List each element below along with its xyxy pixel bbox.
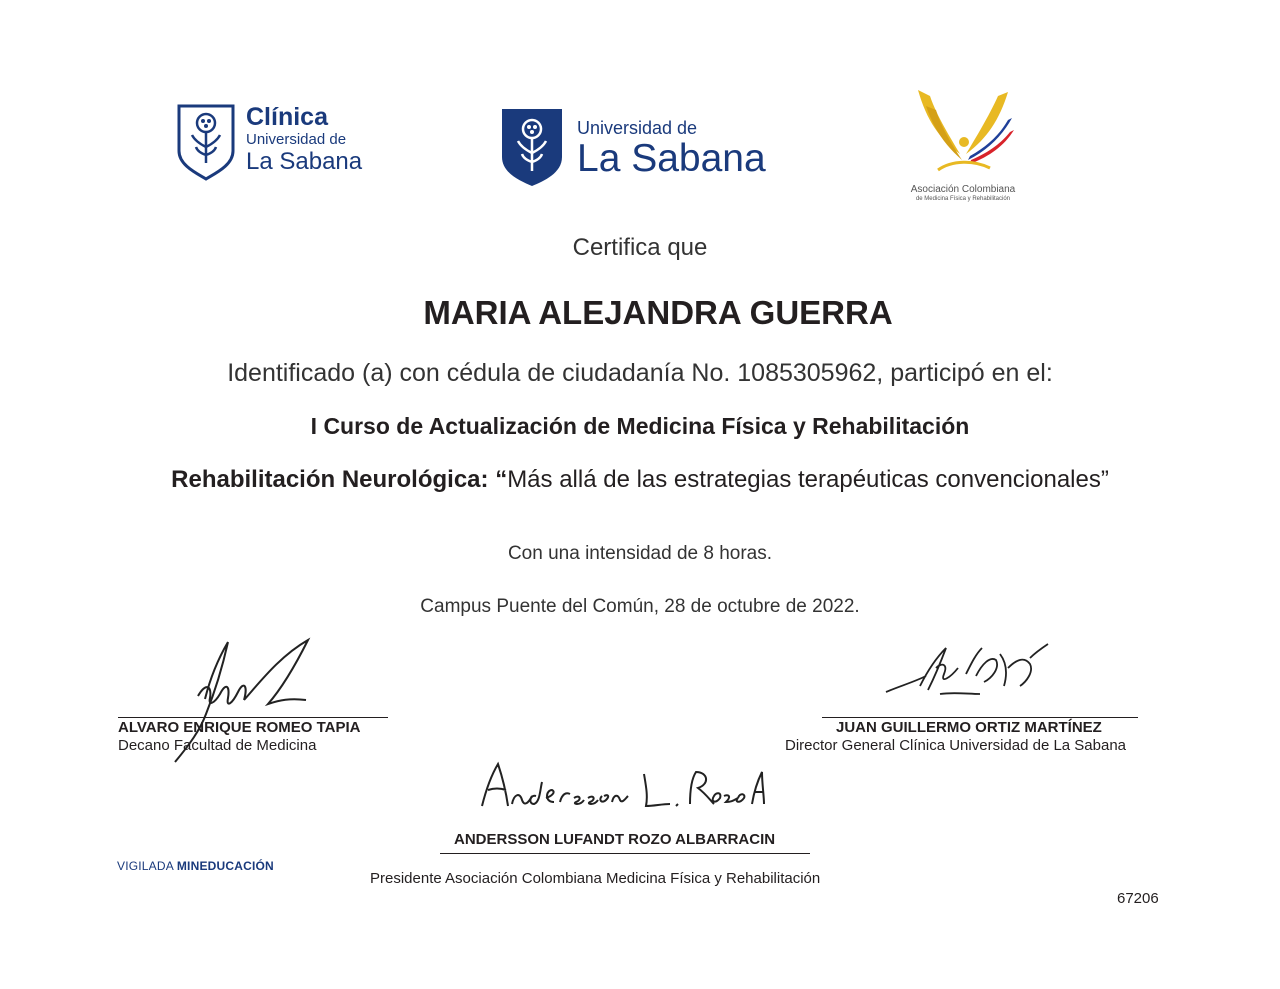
vigilada-brand: MINEDUCACIÓN bbox=[176, 859, 274, 873]
course-subtitle-bold: Rehabilitación Neurológica: “ bbox=[171, 466, 508, 493]
clinica-logo bbox=[176, 103, 386, 183]
clinica-logo-line3: La Sabana bbox=[246, 148, 363, 175]
identification-line: Identificado (a) con cédula de ciudadanía No. 1085305962, participó en el: bbox=[227, 359, 1053, 387]
signature-3-handwriting bbox=[476, 756, 766, 816]
signature-1-name: ALVARO ENRIQUE ROMEO TAPIA bbox=[118, 719, 361, 736]
signature-1-role: Decano Facultad de Medicina bbox=[118, 737, 317, 754]
universidad-logo bbox=[500, 107, 790, 189]
signature-2-handwriting bbox=[880, 634, 1060, 709]
universidad-shield-icon bbox=[500, 107, 564, 187]
asociacion-logo-line2: de Medicina Física y Rehabilitación bbox=[915, 196, 1011, 202]
vigilada-prefix: VIGILADA bbox=[117, 859, 174, 873]
course-subtitle bbox=[0, 466, 1280, 494]
signature-1-line bbox=[118, 717, 388, 718]
signature-3-line bbox=[440, 853, 810, 854]
signature-2-line bbox=[822, 717, 1138, 718]
recipient-name: MARIA ALEJANDRA GUERRA bbox=[423, 294, 893, 331]
clinica-logo-line2: Universidad de bbox=[246, 131, 347, 148]
asociacion-logo-line1: Asociación Colombiana bbox=[910, 184, 1016, 195]
certifies-intro: Certifica que bbox=[572, 234, 708, 261]
clinica-shield-icon bbox=[176, 103, 236, 181]
signature-2-name: JUAN GUILLERMO ORTIZ MARTÍNEZ bbox=[836, 719, 1102, 736]
asociacion-logo bbox=[888, 88, 1038, 210]
universidad-logo-line1: Universidad de bbox=[577, 118, 698, 138]
course-title: I Curso de Actualización de Medicina Física y Rehabilitación bbox=[310, 413, 970, 439]
place-date-line: Campus Puente del Común, 28 de octubre de 2022. bbox=[420, 596, 860, 617]
intensity-line: Con una intensidad de 8 horas. bbox=[507, 543, 773, 564]
course-subtitle-regular: Más allá de las estrategias terapéuticas convencionales” bbox=[507, 466, 1109, 493]
universidad-logo-line2: La Sabana bbox=[577, 137, 766, 180]
signature-3-name: ANDERSSON LUFANDT ROZO ALBARRACIN bbox=[454, 831, 776, 848]
certificate-number: 67206 bbox=[1117, 890, 1159, 907]
asociacion-emblem-icon bbox=[908, 88, 1018, 184]
clinica-logo-line1: Clínica bbox=[246, 103, 328, 131]
signature-3-role: Presidente Asociación Colombiana Medicina Física y Rehabilitación bbox=[370, 870, 821, 887]
signature-2-role: Director General Clínica Universidad de La Sabana bbox=[785, 737, 1127, 754]
vigilada-mineducacion-badge bbox=[117, 859, 274, 873]
